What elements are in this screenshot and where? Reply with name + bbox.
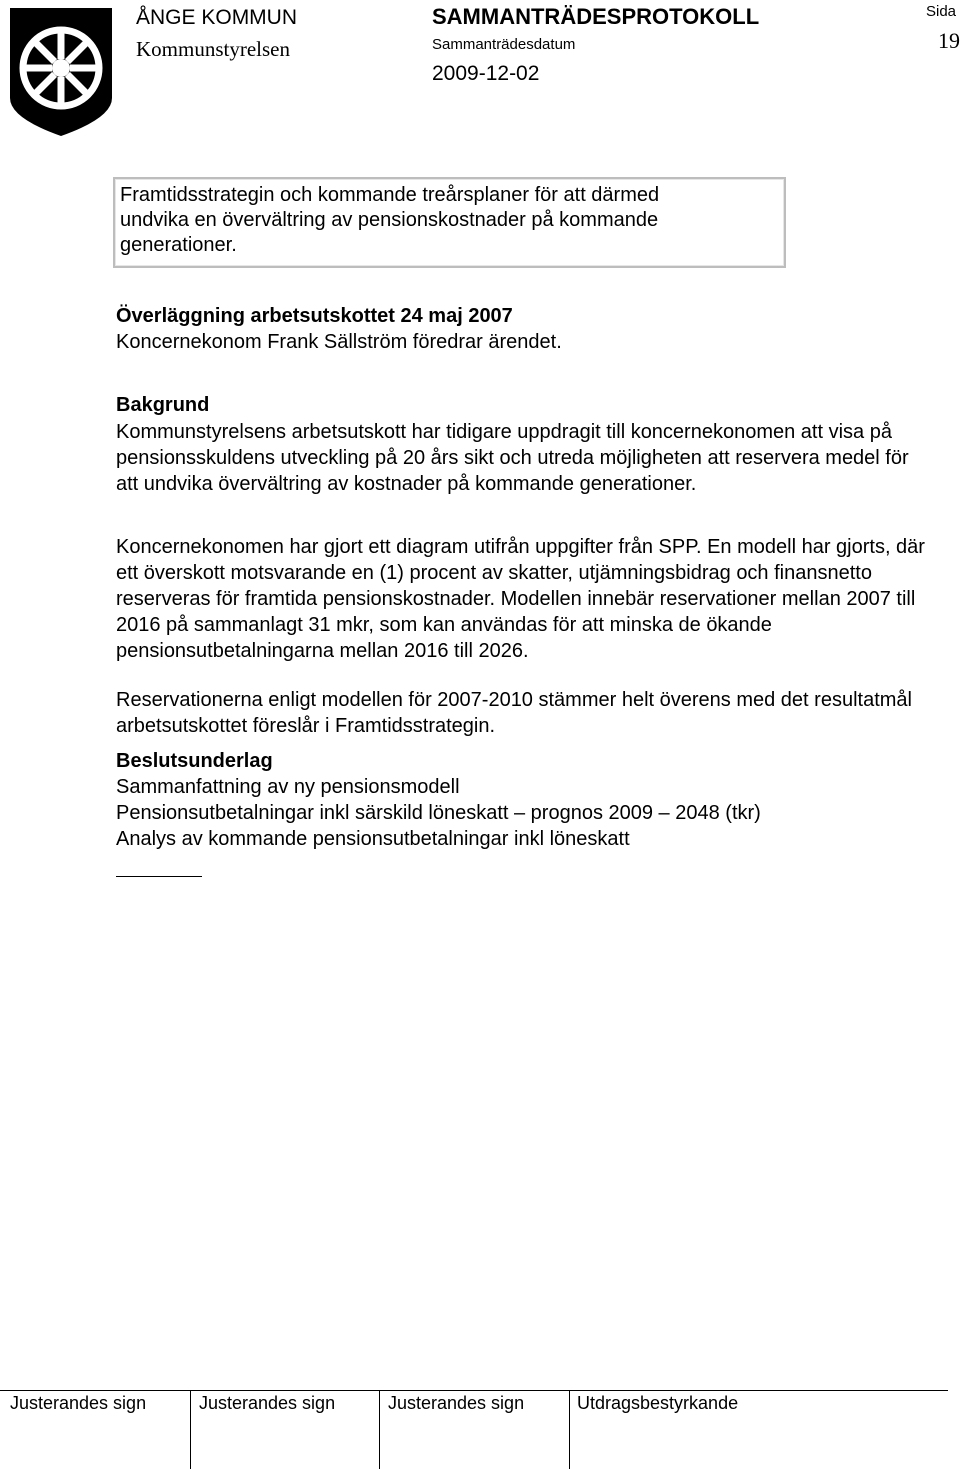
quote-line: undvika en övervältring av pensionskostnader på kommande [120,209,659,231]
document-title: SAMMANTRÄDESPROTOKOLL [432,4,760,29]
quote-line: generationer. [120,234,237,256]
date-label: Sammanträdesdatum [432,36,576,53]
deliberation-heading: Överläggning arbetsutskottet 24 maj 2007 [116,305,513,327]
decision-basis-heading: Beslutsunderlag [116,750,273,772]
quote-line: Framtidsstrategin och kommande treårsplaner för att därmed [120,184,660,206]
footer-signature-cell: Justerandes sign [199,1393,336,1413]
date-value: 2009-12-02 [432,62,540,85]
page-label: Sida [926,3,957,20]
page-number: 19 [938,28,960,53]
footer-certification-cell: Utdragsbestyrkande [577,1393,739,1413]
decision-basis-item: Sammanfattning av ny pensionsmodell [116,776,460,798]
separator-line [116,876,202,877]
footer-signature-cell: Justerandes sign [388,1393,525,1413]
coat-of-arms-icon [8,6,114,138]
background-paragraph-3: Reservationerna enligt modellen för 2007-2010 stämmer helt överens med det resultatmål arbetsutskottet föreslår i Framtidsstrategin. [116,689,912,737]
footer-divider [379,1390,380,1469]
background-heading: Bakgrund [116,394,210,416]
decision-basis-item: Analys av kommande pensionsutbetalningar inkl löneskatt [116,828,630,850]
quoted-goal-box [113,177,786,268]
footer-signature-cell: Justerandes sign [10,1393,147,1413]
background-paragraph-1: Kommunstyrelsens arbetsutskott har tidigare uppdragit till koncernekonomen att visa på pensionsskuldens utveckling på 20 års sikt och utreda möjligheten att reservera medel för att undvika övervältring av kostnader på kommande generationer. [116,421,909,495]
footer-rule [0,1390,948,1391]
footer-divider [569,1390,570,1469]
organization-name: ÅNGE KOMMUN [136,6,298,29]
department-name: Kommunstyrelsen [136,37,290,61]
background-paragraph-2: Koncernekonomen har gjort ett diagram utifrån uppgifter från SPP. En modell har gjorts, där ett överskott motsvarande en (1) procent av skatter, utjämningsbidrag och finansnetto reserveras för framtida pensionskostnader. Modellen innebär reservationer mellan 2007 till 2016 på sammanlagt 31 mkr, som kan användas för att minska de ökande pensionsutbetalningarna mellan 2016 till 2026. [116,536,925,662]
municipality-logo [8,6,114,138]
footer-divider [190,1390,191,1469]
deliberation-text: Koncernekonom Frank Sällström föredrar ärendet. [116,331,562,353]
decision-basis-item: Pensionsutbetalningar inkl särskild löneskatt – prognos 2009 – 2048 (tkr) [116,802,761,824]
